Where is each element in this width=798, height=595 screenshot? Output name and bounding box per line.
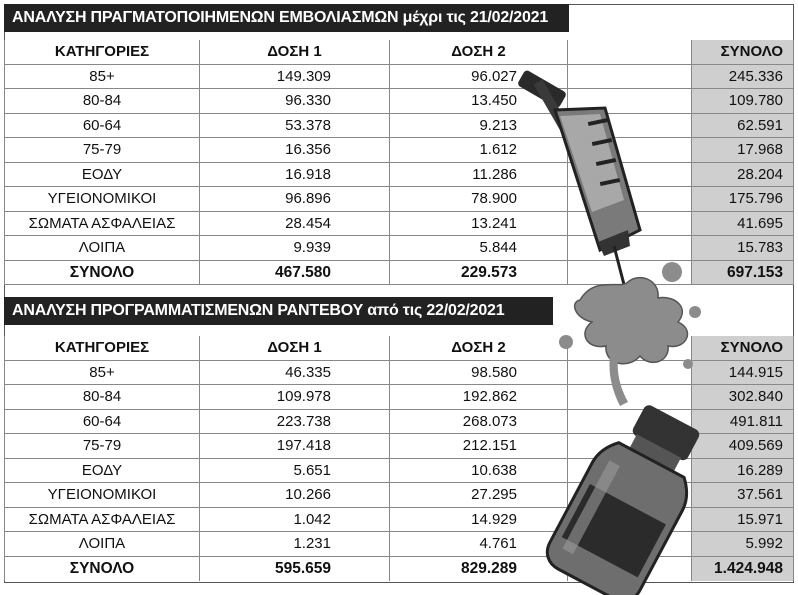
table-row — [4, 385, 794, 410]
dose2-cell: 98.580 — [390, 361, 568, 385]
illustration-column — [568, 434, 692, 458]
total-cell: 144.915 — [692, 361, 794, 385]
total-dose1: 467.580 — [200, 261, 390, 285]
grand-total: 697.153 — [692, 261, 794, 285]
total-cell: 17.968 — [692, 138, 794, 162]
total-cell: 15.783 — [692, 236, 794, 260]
column-header-categories: ΚΑΤΗΓΟΡΙΕΣ — [4, 40, 200, 64]
section2-header — [4, 297, 553, 325]
total-cell: 15.971 — [692, 508, 794, 532]
dose2-cell: 212.151 — [390, 434, 568, 458]
total-cell: 41.695 — [692, 212, 794, 236]
column-header-dose1: ΔΟΣΗ 1 — [200, 336, 390, 360]
table-row — [4, 114, 794, 139]
dose2-cell: 1.612 — [390, 138, 568, 162]
category-cell: 60-64 — [4, 114, 200, 138]
section1-date: μέχρι τις 21/02/2021 — [402, 9, 549, 26]
illustration-column — [568, 40, 692, 64]
category-cell: ΛΟΙΠΑ — [4, 532, 200, 556]
illustration-column — [568, 459, 692, 483]
dose2-cell: 13.450 — [390, 89, 568, 113]
table-row — [4, 434, 794, 459]
total-cell: 62.591 — [692, 114, 794, 138]
dose2-cell: 4.761 — [390, 532, 568, 556]
dose1-cell: 16.918 — [200, 163, 390, 187]
category-cell: 75-79 — [4, 138, 200, 162]
total-dose2: 829.289 — [390, 557, 568, 582]
dose2-cell: 14.929 — [390, 508, 568, 532]
illustration-column — [568, 483, 692, 507]
total-label: ΣΥΝΟΛΟ — [4, 557, 200, 582]
illustration-column — [568, 65, 692, 89]
illustration-column — [568, 138, 692, 162]
dose1-cell: 53.378 — [200, 114, 390, 138]
dose2-cell: 9.213 — [390, 114, 568, 138]
illustration-column — [568, 410, 692, 434]
column-header-total: ΣΥΝΟΛΟ — [692, 336, 794, 360]
column-header-dose2: ΔΟΣΗ 2 — [390, 40, 568, 64]
illustration-column — [568, 508, 692, 532]
dose1-cell: 16.356 — [200, 138, 390, 162]
category-cell: ΥΓΕΙΟΝΟΜΙΚΟΙ — [4, 187, 200, 211]
dose2-cell: 78.900 — [390, 187, 568, 211]
illustration-column — [568, 89, 692, 113]
illustration-column — [568, 114, 692, 138]
table-row — [4, 483, 794, 508]
table-row — [4, 138, 794, 163]
table-row — [4, 532, 794, 557]
total-cell: 491.811 — [692, 410, 794, 434]
dose1-cell: 1.042 — [200, 508, 390, 532]
table-row — [4, 459, 794, 484]
total-dose2: 229.573 — [390, 261, 568, 285]
table-row — [4, 508, 794, 533]
category-cell: 75-79 — [4, 434, 200, 458]
column-header-categories: ΚΑΤΗΓΟΡΙΕΣ — [4, 336, 200, 360]
total-cell: 16.289 — [692, 459, 794, 483]
total-cell: 245.336 — [692, 65, 794, 89]
section2-date: από τις 22/02/2021 — [367, 302, 505, 319]
total-cell: 109.780 — [692, 89, 794, 113]
total-label: ΣΥΝΟΛΟ — [4, 261, 200, 285]
dose2-cell: 13.241 — [390, 212, 568, 236]
table-row — [4, 410, 794, 435]
illustration-column — [568, 532, 692, 556]
category-cell: ΣΩΜΑΤΑ ΑΣΦΑΛΕΙΑΣ — [4, 212, 200, 236]
dose2-cell: 11.286 — [390, 163, 568, 187]
illustration-column — [568, 557, 692, 582]
column-header-total: ΣΥΝΟΛΟ — [692, 40, 794, 64]
dose1-cell: 197.418 — [200, 434, 390, 458]
category-cell: 60-64 — [4, 410, 200, 434]
section2-total-row — [4, 557, 794, 582]
table-row — [4, 65, 794, 90]
dose1-cell: 9.939 — [200, 236, 390, 260]
dose1-cell: 96.896 — [200, 187, 390, 211]
category-cell: ΥΓΕΙΟΝΟΜΙΚΟΙ — [4, 483, 200, 507]
column-header-dose2: ΔΟΣΗ 2 — [390, 336, 568, 360]
section1-total-row — [4, 261, 794, 286]
section2-column-header-row — [4, 336, 794, 361]
dose2-cell: 10.638 — [390, 459, 568, 483]
table-row — [4, 163, 794, 188]
dose2-cell: 96.027 — [390, 65, 568, 89]
category-cell: 85+ — [4, 361, 200, 385]
illustration-column — [568, 336, 692, 360]
dose1-cell: 109.978 — [200, 385, 390, 409]
category-cell: 85+ — [4, 65, 200, 89]
category-cell: ΕΟΔΥ — [4, 459, 200, 483]
table-row — [4, 187, 794, 212]
grand-total: 1.424.948 — [692, 557, 794, 582]
category-cell: ΕΟΔΥ — [4, 163, 200, 187]
section1-header — [4, 4, 569, 32]
category-cell: 80-84 — [4, 89, 200, 113]
table-row — [4, 361, 794, 386]
illustration-column — [568, 212, 692, 236]
illustration-column — [568, 163, 692, 187]
dose2-cell: 5.844 — [390, 236, 568, 260]
total-cell: 175.796 — [692, 187, 794, 211]
section1-title: ΑΝΑΛΥΣΗ ΠΡΑΓΜΑΤΟΠΟΙΗΜΕΝΩΝ ΕΜΒΟΛΙΑΣΜΩΝ — [12, 9, 399, 26]
illustration-column — [568, 361, 692, 385]
illustration-column — [568, 385, 692, 409]
category-cell: ΣΩΜΑΤΑ ΑΣΦΑΛΕΙΑΣ — [4, 508, 200, 532]
total-cell: 5.992 — [692, 532, 794, 556]
total-cell: 28.204 — [692, 163, 794, 187]
illustration-column — [568, 236, 692, 260]
total-dose1: 595.659 — [200, 557, 390, 582]
dose2-cell: 192.862 — [390, 385, 568, 409]
dose1-cell: 96.330 — [200, 89, 390, 113]
dose1-cell: 5.651 — [200, 459, 390, 483]
column-header-dose1: ΔΟΣΗ 1 — [200, 40, 390, 64]
table-row — [4, 89, 794, 114]
category-cell: 80-84 — [4, 385, 200, 409]
dose1-cell: 46.335 — [200, 361, 390, 385]
illustration-column — [568, 261, 692, 285]
category-cell: ΛΟΙΠΑ — [4, 236, 200, 260]
dose2-cell: 27.295 — [390, 483, 568, 507]
dose1-cell: 28.454 — [200, 212, 390, 236]
table-row — [4, 212, 794, 237]
section2-title: ΑΝΑΛΥΣΗ ΠΡΟΓΡΑΜΜΑΤΙΣΜΕΝΩΝ ΡΑΝΤΕΒΟΥ — [12, 302, 364, 319]
total-cell: 409.569 — [692, 434, 794, 458]
total-cell: 302.840 — [692, 385, 794, 409]
table-row — [4, 236, 794, 261]
illustration-column — [568, 187, 692, 211]
total-cell: 37.561 — [692, 483, 794, 507]
dose1-cell: 1.231 — [200, 532, 390, 556]
dose2-cell: 268.073 — [390, 410, 568, 434]
dose1-cell: 149.309 — [200, 65, 390, 89]
dose1-cell: 223.738 — [200, 410, 390, 434]
dose1-cell: 10.266 — [200, 483, 390, 507]
section1-column-header-row — [4, 40, 794, 65]
